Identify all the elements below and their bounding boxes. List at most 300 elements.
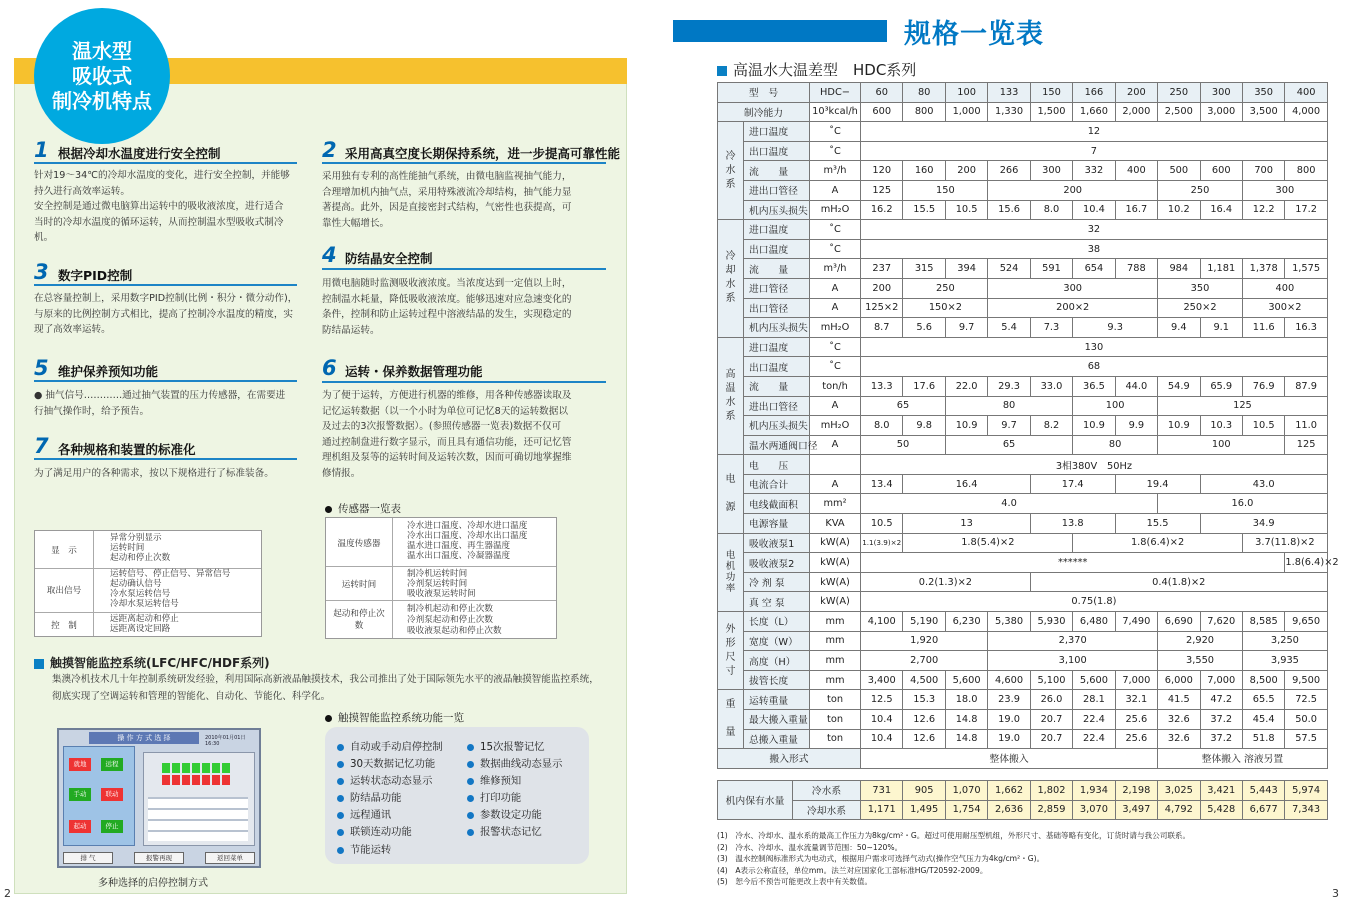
function-list-title [325,710,464,725]
model-cell: 100 [945,83,987,103]
value-cell: 41.5 [1158,690,1200,710]
feature-title: 防结晶安全控制 [345,251,433,266]
body-line: 防结晶运转。 [322,324,380,336]
row-divider [326,600,556,601]
group-label: 高 温 水 系 [718,337,744,455]
unit-cell: A [810,435,861,455]
unit-cell: mm [810,612,861,632]
unit-cell: ton [810,710,861,730]
function-item [337,806,391,821]
value-cell: 87.9 [1285,376,1327,396]
model-cell: 350 [1242,83,1284,103]
value-cell: 905 [903,781,945,801]
unit-cell: ˚C [810,220,861,240]
value-cell: 300 [1242,180,1327,200]
function-text: 防结晶功能 [350,792,402,804]
touch-system-title [34,654,270,671]
screen-btn-stop: 停止 [101,820,123,833]
value-cell: 9.9 [1115,416,1157,436]
feature-number: 4 [322,243,337,267]
function-item [467,772,521,787]
value-cell: 15.5 [903,200,945,220]
feature-body [322,276,571,338]
function-text: 自动或手动启停控制 [350,741,443,753]
function-item [467,823,542,838]
group-label: 外 形 尺 寸 [718,612,744,690]
value-cell: 9.1 [1200,318,1242,338]
value-cell: 8,500 [1242,670,1284,690]
value-cell: 700 [1242,161,1284,181]
feature-body [34,466,274,482]
body-line: 为了便于运转，方便进行机器的维修，用各种传感器读取及 [322,390,572,401]
row-label: 机内压头损失 [744,200,810,220]
value-cell: 5,100 [1030,670,1072,690]
row-label: 显 示 [51,546,77,556]
row-label: 流 量 [744,376,810,396]
value-cell: 72.5 [1285,690,1327,710]
value-cell: 38 [861,239,1328,259]
row-label: 电线截面积 [744,494,810,514]
value-cell: 788 [1115,259,1157,279]
value-cell: 65 [861,396,946,416]
value-cell: 12 [861,122,1328,142]
value-cell: 8.0 [861,416,903,436]
bullet-icon [337,761,344,768]
cell-value: 吸收液泵运转时间 [407,589,476,599]
value-cell: 2,859 [1030,800,1072,820]
value-cell: 10.5 [945,200,987,220]
screen-title: 操 作 方 式 选 择 [89,732,199,744]
value-cell: 3,100 [988,651,1158,671]
model-cell: 200 [1115,83,1157,103]
unit-cell: A [810,474,861,494]
bullet-icon [467,744,474,751]
bullet-icon [337,812,344,819]
unit-cell: A [810,396,861,416]
row-label: 电流合计 [744,474,810,494]
group-label: 电 源 [718,455,744,533]
value-cell: 37.2 [1200,710,1242,730]
value-cell: 11.6 [1242,318,1284,338]
value-cell: 16.4 [1200,200,1242,220]
body-line: 记忆运转数据（以一个小时为单位可记忆8天的运转数据以 [322,405,568,417]
value-cell: 1,660 [1073,102,1115,122]
row-label: 进口管径 [744,278,810,298]
row-label: 机内压头损失 [744,416,810,436]
value-cell: 3,421 [1200,781,1242,801]
value-cell: 0.75(1.8) [861,592,1328,612]
value-cell: 8.0 [1030,200,1072,220]
func-title-text: 触摸智能监控系统功能一览 [338,712,464,724]
cell-value: 温水出口温度、冷凝器温度 [407,551,511,561]
row-label: 长度（L） [744,612,810,632]
body-line: 条件，控制和防止运转过程中溶液结晶的发生，实现稳定的 [322,309,572,320]
value-cell: 6,000 [1158,670,1200,690]
model-cell: 400 [1285,83,1327,103]
value-cell: 3相380V 50Hz [861,455,1328,475]
value-cell: 10.5 [1242,416,1284,436]
group-label: 冷 却 水 系 [718,220,744,338]
value-cell: 2,920 [1158,631,1243,651]
value-cell: 36.5 [1073,376,1115,396]
row-label: 温度传感器 [337,539,381,549]
value-cell: 200 [861,278,903,298]
value-cell: 6,230 [945,612,987,632]
feature-title: 各种规格和装置的标准化 [58,442,196,457]
value-cell: 32.6 [1158,710,1200,730]
value-cell: 500 [1158,161,1200,181]
value-cell: 10.4 [861,710,903,730]
badge-line: 吸收式 [72,63,132,88]
unit-cell: mH₂O [810,200,861,220]
body-line: 彻底实现了空调运转和管理的智能化、自动化、节能化、科学化。 [52,691,331,702]
feature-number: 2 [322,138,337,162]
row-label: 进口温度 [744,220,810,240]
value-cell: 44.0 [1115,376,1157,396]
divider [34,458,297,460]
function-text: 运转状态动态显示 [350,775,433,787]
value-cell: 10.9 [945,416,987,436]
cell-value: 冷水进口温度、冷却水进口温度 [407,521,528,531]
value-cell: 9.7 [988,416,1030,436]
row-label: 起动和停止次数 [333,609,385,631]
body-line: 著提高。此外，因是直接密封式结构，气密性也获提高，可 [322,202,572,213]
feature-title: 维护保养预知功能 [58,364,159,379]
divider [322,381,606,383]
unit-cell: ˚C [810,239,861,259]
divider [34,162,297,164]
unit-cell: KVA [810,514,861,534]
value-cell: 0.2(1.3)×2 [861,572,1031,592]
value-cell: 80 [1073,435,1158,455]
value-cell: 3,025 [1158,781,1200,801]
row-label: 吸收液泵1 [744,533,810,553]
value-cell: 7,000 [1200,670,1242,690]
value-cell: 10.9 [1073,416,1115,436]
row-label: 运转时间 [341,580,377,590]
value-cell: 5,974 [1285,781,1327,801]
value-cell: 12.2 [1242,200,1284,220]
unit-cell: ton [810,729,861,749]
value-cell: 9,500 [1285,670,1327,690]
value-cell: 50 [861,435,946,455]
value-cell: 26.0 [1030,690,1072,710]
value-cell: 3,250 [1242,631,1327,651]
value-cell: 200 [945,161,987,181]
row-label: 出口温度 [744,141,810,161]
feature-number: 3 [34,260,49,284]
row-label: 进出口管径 [744,396,810,416]
value-cell: 10.2 [1158,200,1200,220]
value-cell: 1.1(3.9)×2 [861,533,903,553]
model-cell: 300 [1200,83,1242,103]
row-label: 进口温度 [744,122,810,142]
unit-cell: kW(A) [810,572,861,592]
value-cell: 17.6 [903,376,945,396]
value-cell: 5,930 [1030,612,1072,632]
unit-cell: ˚C [810,337,861,357]
value-cell: 5.4 [988,318,1030,338]
function-text: 参数设定功能 [480,809,542,821]
unit-cell: 10³kcal/h [810,102,861,122]
value-cell: 整体搬入 [861,749,1158,769]
cell-value: 吸收液泵起动和停止次数 [407,626,502,636]
row-label: 取出信号 [46,586,82,596]
value-cell: 12.6 [903,729,945,749]
function-item [467,738,545,753]
value-cell: 200×2 [988,298,1158,318]
bullet-icon [467,778,474,785]
value-cell: 6,677 [1242,800,1284,820]
schedule-rows [148,797,248,841]
value-cell: 125 [1285,435,1327,455]
unit-cell [810,455,861,475]
value-cell: 76.9 [1242,376,1284,396]
value-cell: 15.5 [1115,514,1200,534]
value-cell: 394 [945,259,987,279]
body-line: 与原来的比例控制方式相比，提高了控制冷水温度的精度，实 [34,308,294,320]
function-item [337,823,412,838]
value-cell: 32.1 [1115,690,1157,710]
value-cell: 3,000 [1200,102,1242,122]
value-cell: 600 [1200,161,1242,181]
function-text: 15次报警记忆 [480,741,545,753]
badge-line: 温水型 [72,38,132,63]
value-cell: 14.8 [945,729,987,749]
value-cell: 3,400 [861,670,903,690]
value-cell: 1,378 [1242,259,1284,279]
value-cell: ****** [861,553,1285,573]
cell-value: 远距离设定回路 [110,624,171,634]
group-label: 电 机 功 率 [718,533,744,611]
schedule-bar [162,763,232,773]
value-cell: 65.5 [1242,690,1284,710]
value-cell: 37.2 [1200,729,1242,749]
value-cell: 4,600 [988,670,1030,690]
cell-value: 异常分别显示 [110,533,162,543]
value-cell: 800 [903,102,945,122]
row-divider [326,566,556,567]
unit-cell: mm [810,651,861,671]
cell-value: 制冷机运转时间 [407,569,468,579]
schedule-bar [162,775,232,785]
bullet-icon [337,778,344,785]
body-line: 安全控制是通过微电脑算出运转中的吸收液浓度，进行适合 [34,201,284,212]
value-cell: 23.9 [988,690,1030,710]
cell-value: 冷水出口温度、冷却水出口温度 [407,531,528,541]
model-cell: 133 [988,83,1030,103]
value-cell: 4,100 [861,612,903,632]
body-line: 采用独有专利的高性能抽气系统，由微电脑监视抽气能力， [322,171,572,182]
value-cell: 150×2 [903,298,988,318]
feature-number: 5 [34,356,49,380]
value-cell: 29.3 [988,376,1030,396]
screen-btn-start: 起动 [69,820,91,833]
value-cell: 1,754 [945,800,987,820]
row-label: 进口温度 [744,337,810,357]
value-cell: 13.4 [861,474,903,494]
value-cell: 10.4 [861,729,903,749]
model-cell: 150 [1030,83,1072,103]
value-cell: 731 [861,781,903,801]
value-cell: 15.6 [988,200,1030,220]
value-cell: 130 [861,337,1328,357]
value-cell: 7,490 [1115,612,1157,632]
bullet-icon [337,795,344,802]
value-cell: 32.6 [1158,729,1200,749]
bullet-icon [467,812,474,819]
screen-btn-linked: 联动 [101,788,123,801]
value-cell: 0.4(1.8)×2 [1030,572,1327,592]
value-cell: 65 [945,435,1072,455]
value-cell: 1,000 [945,102,987,122]
value-cell: 54.9 [1158,376,1200,396]
value-cell: 2,370 [988,631,1158,651]
value-cell: 4,792 [1158,800,1200,820]
row-label: 出口温度 [744,357,810,377]
body-line: 持久进行高效率运转。 [34,185,130,197]
value-cell: 20.7 [1030,710,1072,730]
page-title: 规格一览表 [904,19,1044,50]
value-cell: 3,070 [1073,800,1115,820]
function-text: 远程通讯 [350,809,392,821]
group-label: 重 量 [718,690,744,749]
unit-cell: ton/h [810,376,861,396]
screen-date: 2010年01月01日 16:30 [205,735,246,747]
value-cell: 13.3 [861,376,903,396]
feature-number: 7 [34,434,49,458]
unit-cell: ˚C [810,122,861,142]
value-cell: 16.0 [1158,494,1328,514]
value-cell: 100 [1073,396,1158,416]
value-cell: 50.0 [1285,710,1327,730]
value-cell: 18.0 [945,690,987,710]
divider [322,268,606,270]
body-line: 靠性大幅增长。 [322,217,390,229]
body-line: 机。 [34,232,54,243]
function-item [337,738,443,753]
function-text: 报警状态记忆 [480,826,542,838]
value-cell: 22.0 [945,376,987,396]
value-cell: 6,480 [1073,612,1115,632]
value-cell: 5,190 [903,612,945,632]
value-cell: 8,585 [1242,612,1284,632]
feature-title: 采用高真空度长期保持系统，进一步提高可靠性能 [345,146,621,161]
sensor-title-text: 传感器一览表 [338,503,401,515]
value-cell: 266 [988,161,1030,181]
value-cell: 19.4 [1115,474,1200,494]
header-cell: HDC− [810,83,861,103]
sensor-table [325,517,557,639]
row-label: 机内压头损失 [744,318,810,338]
footnote: (3) 温水控制阀标准形式为电动式，根据用户需求可选择气动式(操作空气压力为4kg/cm²・G)。 [717,854,1045,863]
divider [34,380,297,382]
unit-cell: A [810,278,861,298]
cell-value: 制冷机起动和停止次数 [407,604,493,614]
value-cell: 13.8 [1030,514,1115,534]
row-divider [35,612,261,613]
bullet-icon [325,715,332,722]
value-cell: 11.0 [1285,416,1327,436]
value-cell: 47.2 [1200,690,1242,710]
value-cell: 10.9 [1158,416,1200,436]
value-cell: 1,500 [1030,102,1072,122]
screen-btn-remote: 远程 [101,758,123,771]
bullet-icon [337,744,344,751]
value-cell: 17.4 [1030,474,1115,494]
body-line: ● 抽气信号…………通过抽气装置的压力传感器，在需要进 [34,390,286,401]
row-label: 流 量 [744,161,810,181]
value-cell: 51.8 [1242,729,1284,749]
value-cell: 2,636 [988,800,1030,820]
body-line: 用微电脑随时监测吸收液浓度。当浓度达到一定值以上时， [322,278,572,289]
cell-value: 冷水泵运转信号 [110,589,171,599]
screen-btn-purge: 排 气 [63,852,113,864]
row-label: 冷 剂 泵 [744,572,810,592]
value-cell: 1.8(6.4)×2 [1285,553,1327,573]
value-cell: 3,500 [1242,102,1284,122]
standard-equipment-table [34,530,262,637]
body-line: 修情报。 [322,467,361,479]
square-bullet-icon [717,66,727,76]
footnote: (2) 冷水、冷却水、温水流量调节范围：50~120%。 [717,842,903,852]
function-item [337,789,401,804]
footnote: (1) 冷水、冷却水、温水系的最高工作压力为8kg/cm²・G。超过可使用耐压型机组，外形尺寸、基础等略有变化，订货时请与我公司联系。 [717,831,1191,840]
unit-cell: A [810,298,861,318]
value-cell: 57.5 [1285,729,1327,749]
row-label: 电源容量 [744,514,810,534]
cell-value: 起动和停止次数 [110,553,171,563]
row-label: 出口管径 [744,298,810,318]
value-cell: 237 [861,259,903,279]
value-cell: 350 [1158,278,1243,298]
value-cell: 28.1 [1073,690,1115,710]
value-cell: 1,330 [988,102,1030,122]
screen-btn-alarm: 报警再现 [134,852,184,864]
value-cell: 4,000 [1285,102,1327,122]
body-line: 控制温水耗量，降低吸收液浓度。能够迅速对应急速变化的 [322,293,572,305]
value-cell: 1,802 [1030,781,1072,801]
square-bullet-icon [34,659,44,669]
screen-btn-menu: 返回菜单 [205,852,255,864]
value-cell: 1,920 [861,631,988,651]
page-number: 3 [1332,887,1339,900]
feature-body [322,169,571,231]
function-text: 30天数据记忆功能 [350,758,436,770]
row-label: 拔管长度 [744,670,810,690]
cell-value: 运转信号、停止信号、异常信号 [110,569,231,579]
row-label: 电 压 [744,455,810,475]
function-text: 节能运转 [350,844,392,856]
value-cell: 3,935 [1242,651,1327,671]
feature-body [34,291,297,338]
value-cell: 80 [945,396,1072,416]
function-text: 联锁连动功能 [350,826,412,838]
value-cell: 12.5 [861,690,903,710]
feature-number: 6 [322,356,337,380]
footnotes [717,830,1190,888]
value-cell: 315 [903,259,945,279]
divider [34,284,297,286]
row-label: 进出口管径 [744,180,810,200]
function-item [337,772,432,787]
value-cell: 1,181 [1200,259,1242,279]
row-label: 机内保有水量 [718,781,793,820]
value-cell: 400 [1115,161,1157,181]
screen-footer [63,852,255,864]
bullet-icon [337,847,344,854]
value-cell: 33.0 [1030,376,1072,396]
